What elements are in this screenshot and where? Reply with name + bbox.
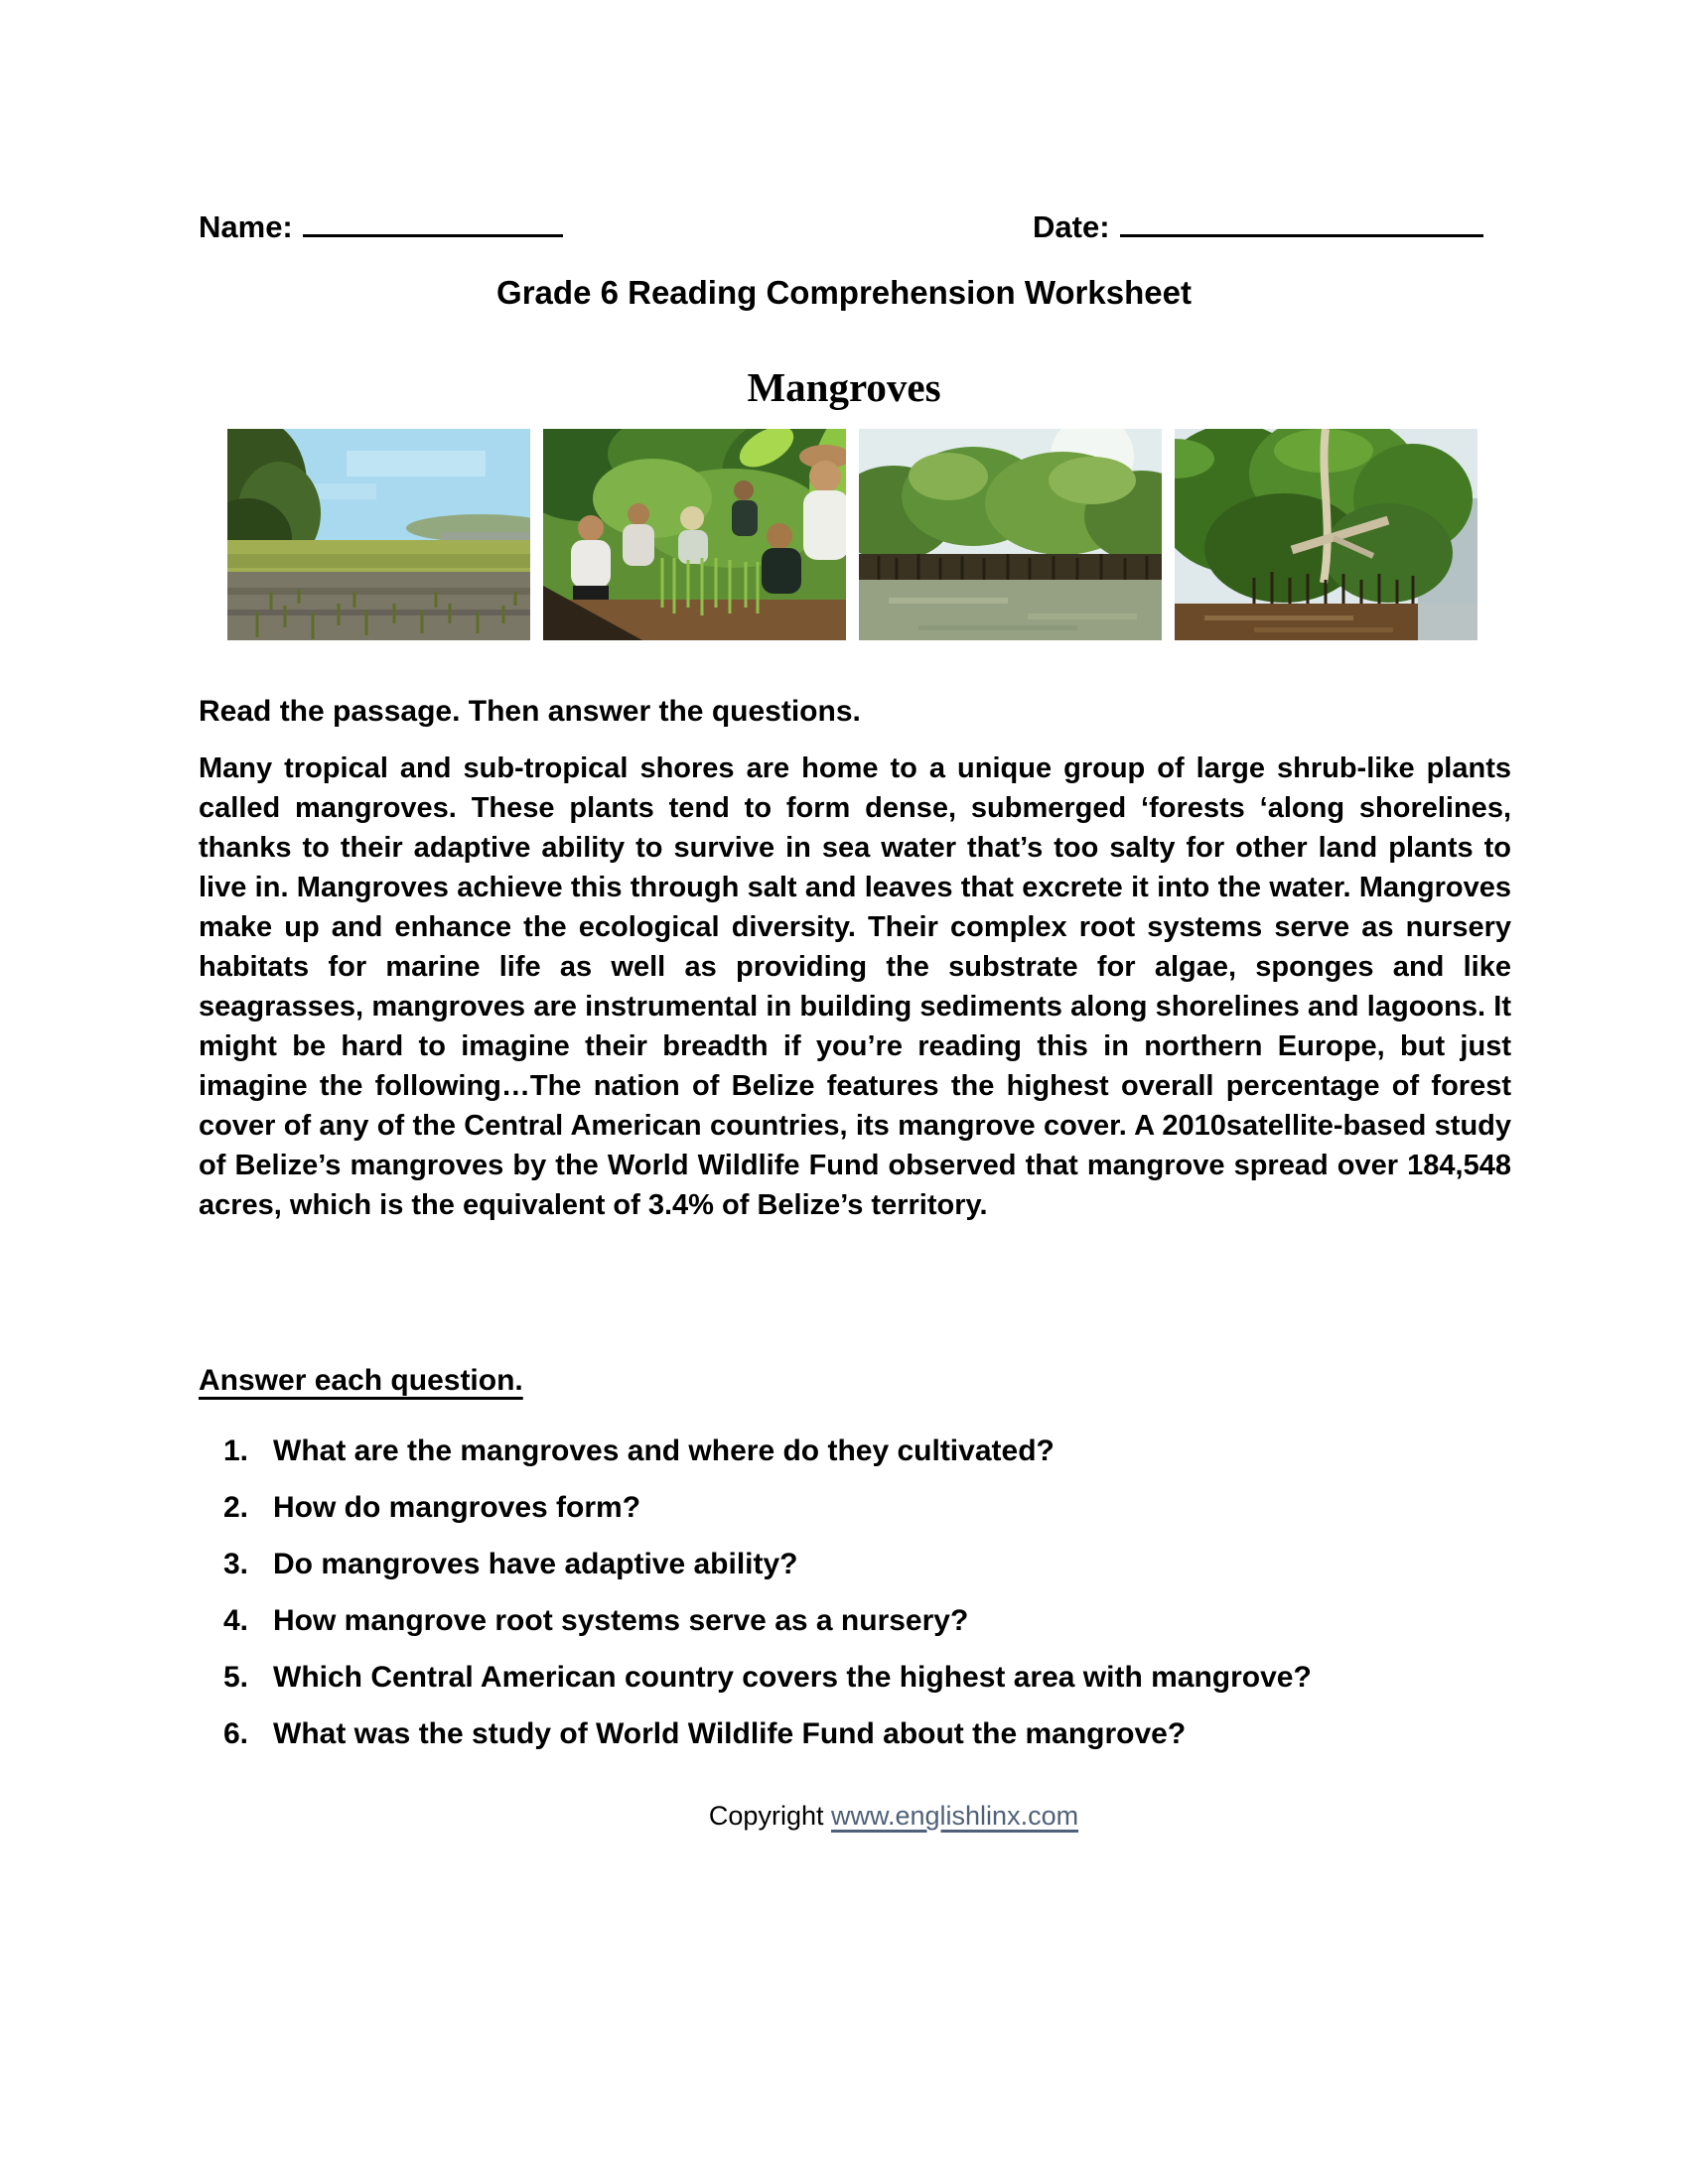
date-field-group xyxy=(1033,205,1483,245)
photo-strip xyxy=(227,429,1480,640)
mangrove-photo-3 xyxy=(859,429,1162,640)
question-item-5 xyxy=(223,1658,1554,1698)
englishlinx-link[interactable]: www.englishlinx.com xyxy=(830,1801,1079,1831)
copyright-label: Copyright xyxy=(708,1801,831,1831)
question-number: 5. xyxy=(223,1661,249,1694)
question-text: How mangrove root systems serve as a nursery? xyxy=(273,1604,969,1637)
question-number: 2. xyxy=(223,1491,249,1524)
question-item-2 xyxy=(223,1488,1554,1528)
question-item-4 xyxy=(223,1601,1554,1641)
question-item-3 xyxy=(223,1545,1554,1584)
name-field-group xyxy=(199,205,563,245)
question-number: 3. xyxy=(223,1548,249,1580)
answer-section-header: Answer each question. xyxy=(199,1364,523,1397)
mangrove-island-illustration xyxy=(859,429,1162,640)
question-text: Which Central American country covers the highest area with mangrove? xyxy=(273,1661,1312,1694)
page-title: Grade 6 Reading Comprehension Worksheet xyxy=(496,274,1192,311)
question-text: Do mangroves have adaptive ability? xyxy=(273,1548,798,1580)
name-label: Name: xyxy=(199,209,293,244)
name-fill-line xyxy=(303,205,563,237)
planting-people-illustration xyxy=(543,429,846,640)
question-text: How do mangroves form? xyxy=(273,1491,641,1524)
question-item-1 xyxy=(223,1432,1554,1471)
question-text: What are the mangroves and where do they cultivated? xyxy=(273,1434,1055,1467)
header-field-row xyxy=(0,205,1688,248)
passage-title: Mangroves xyxy=(747,364,941,410)
question-number: 6. xyxy=(223,1717,249,1750)
mangrove-nursery-illustration xyxy=(227,429,530,640)
question-text: What was the study of World Wildlife Fund about the mangrove? xyxy=(273,1717,1187,1750)
mangrove-closeup-illustration xyxy=(1175,429,1477,640)
copyright-line xyxy=(50,1801,1688,1832)
mangrove-photo-2 xyxy=(543,429,846,640)
mangrove-photo-4 xyxy=(1175,429,1477,640)
question-item-6 xyxy=(223,1714,1554,1754)
date-label: Date: xyxy=(1033,209,1110,244)
date-fill-line xyxy=(1120,205,1483,237)
passage-body: Many tropical and sub-tropical shores are home to a unique group of large shrub-like plants called mangroves. These plants tend to form dense, submerged ‘forests ‘along shorelines, thanks to their adaptive ability to survive in sea water that’s too salty for other land plants to live in. Mangroves achieve this through salt and leaves that excrete it into the water. Mangroves make up and enhance the ecological diversity. Their complex root systems serve as nursery habitats for marine life as well as providing the substrate for algae, sponges and like seagrasses, mangroves are instrumental in building sediments along shorelines and lagoons. It might be hard to imagine their breadth if you’re reading this in northern Europe, but just imagine the following…The nation of Belize features the highest overall percentage of forest cover of any of the Central American countries, its mangrove cover. A 2010satellite-based study of Belize’s mangroves by the World Wildlife Fund observed that mangrove spread over 184,548 acres, which is the equivalent of 3.4% of Belize’s territory. xyxy=(199,752,1511,1221)
passage-instructions: Read the passage. Then answer the questions. xyxy=(199,695,861,728)
mangrove-photo-1 xyxy=(227,429,530,640)
question-number: 4. xyxy=(223,1604,249,1637)
question-list xyxy=(223,1432,1554,1771)
question-number: 1. xyxy=(223,1434,249,1467)
